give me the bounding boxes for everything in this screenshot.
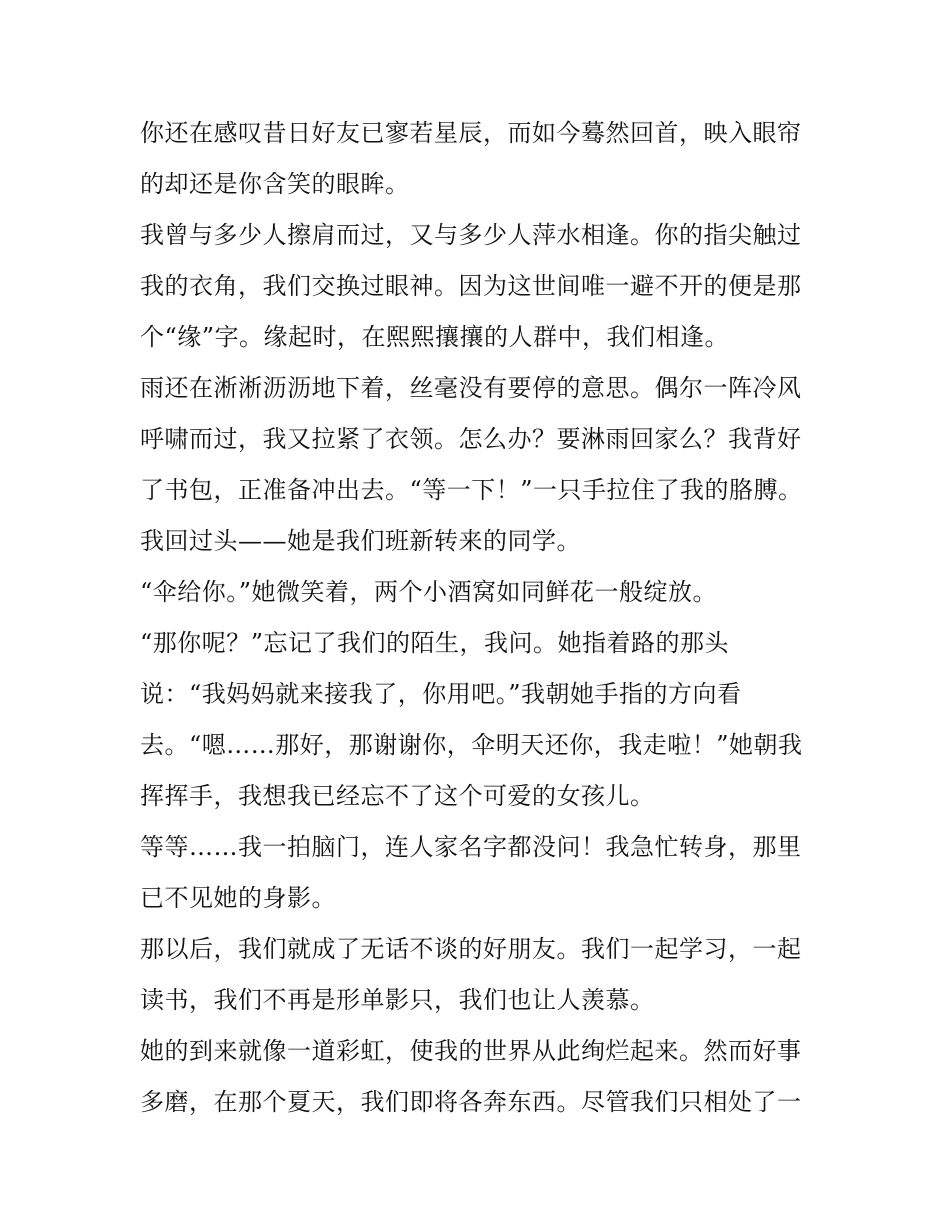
text-line: 说：“我妈妈就来接我了，你用吧。”我朝她手指的方向看 (140, 680, 742, 708)
text-line: 读书，我们不再是形单影只，我们也让人羡慕。 (140, 986, 655, 1014)
text-line: 雨还在淅淅沥沥地下着，丝毫没有要停的意思。偶尔一阵冷风 (140, 374, 802, 402)
text-line: 我曾与多少人擦肩而过，又与多少人萍水相逢。你的指尖触过 (140, 221, 802, 249)
text-line: 我的衣角，我们交换过眼神。因为这世间唯一避不开的便是那 (140, 272, 802, 300)
text-line: “伞给你。”她微笑着，两个小酒窝如同鲜花一般绽放。 (140, 578, 718, 606)
text-line: 等等……我一拍脑门，连人家名字都没问！我急忙转身，那里 (140, 833, 802, 861)
text-line: 呼啸而过，我又拉紧了衣领。怎么办？要淋雨回家么？我背好 (140, 425, 802, 453)
text-line: 的却还是你含笑的眼眸。 (140, 170, 410, 198)
text-line: 个“缘”字。缘起时，在熙熙攘攘的人群中，我们相逢。 (140, 323, 730, 351)
text-line: 了书包，正准备冲出去。“等一下！”一只手拉住了我的胳膊。 (140, 476, 803, 504)
document-body (140, 108, 820, 1128)
text-line: 去。“嗯……那好，那谢谢你，伞明天还你，我走啦！”她朝我 (140, 731, 803, 759)
text-line: 我回过头——她是我们班新转来的同学。 (140, 527, 581, 555)
text-line: 那以后，我们就成了无话不谈的好朋友。我们一起学习，一起 (140, 935, 802, 963)
text-line: 你还在感叹昔日好友已寥若星辰，而如今蓦然回首，映入眼帘 (140, 119, 802, 147)
text-line: 她的到来就像一道彩虹，使我的世界从此绚烂起来。然而好事 (140, 1037, 802, 1065)
text-line: 多磨，在那个夏天，我们即将各奔东西。尽管我们只相处了一 (140, 1088, 802, 1116)
text-line: “那你呢？”忘记了我们的陌生，我问。她指着路的那头 (140, 629, 730, 657)
text-line: 挥挥手，我想我已经忘不了这个可爱的女孩儿。 (140, 782, 655, 810)
text-line: 已不见她的身影。 (140, 884, 336, 912)
